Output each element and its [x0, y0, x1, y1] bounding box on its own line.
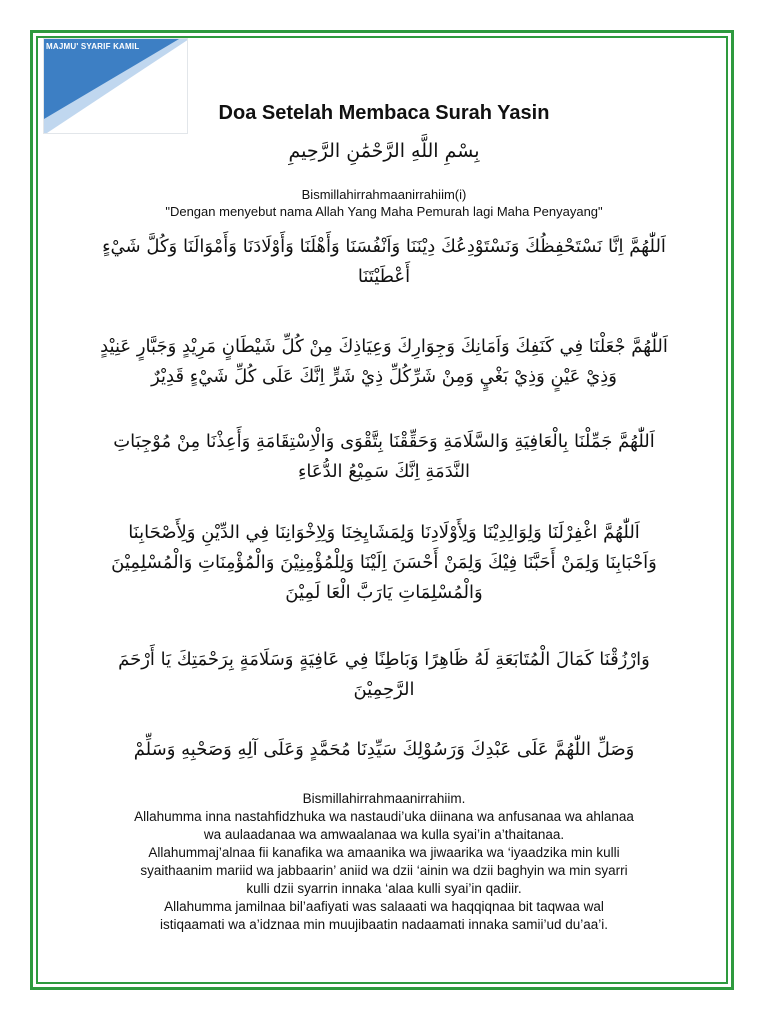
arabic-paragraph-1: اَللّٰهُمَّ اِنَّا نَسْتَحْفِظُكَ وَنَسْتَوْدِعُكَ دِيْنَنَا وَاَنْفُسَنَا وَأَهْلَنَا وَأَوْلَادَنَا وَأَمْوَالَنَا وَكُلَّ شَيْءٍ أَعْطَيْتَنَا: [102, 236, 666, 287]
latin-line: wa aulaadanaa wa amwaalanaa wa kulla syai’in a’thaitanaa.: [203, 827, 565, 842]
latin-line: Bismillahirrahmaanirrahiim.: [302, 791, 466, 806]
basmalah-arabic: بِسْمِ اللَّهِ الرَّحْمَٰنِ الرَّحِيمِ: [288, 140, 480, 162]
arabic-paragraph-3: اَللّٰهُمَّ جَمِّلْنَا بِالْعَافِيَةِ وَالسَّلَامَةِ وَحَقِّقْنَا بِتَّقْوَى وَالْاِسْتِقَامَةِ وَأَعِذْنَا مِنْ مُوْجِبَاتِ النَّدَمَةِ اِنَّكَ سَمِيْعُ الدُّعَاءِ: [113, 431, 655, 482]
basmalah-translation: [0, 186, 768, 220]
latin-line: Allahumma inna nastahfidzhuka wa nastaudi’uka diinana wa anfusanaa wa ahlanaa: [134, 809, 634, 824]
latin-line: Allahumma jamilnaa bil’aafiyati was salaaati wa haqqiqnaa bit taqwaa wal: [164, 899, 604, 914]
arabic-paragraph-4: اَللّٰهُمَّ اغْفِرْلَنَا وَلِوَالِدِيْنَا وَلِأَوْلَادِنَا وَلِمَشَايِخِنَا وَلِاِخْوَانِنَا فِي الدِّيْنِ وَلِأَصْحَابِنَا وَاَحْبَابِنَا وَلِمَنْ أَحَبَّنَا فِيْكَ وَلِمَنْ أَحْسَنَ اِلَيْنَا وَلِلْمُؤْمِنِيْنَ وَالْمُؤْمِنَاتِ وَالْمُسْلِمِيْنَ وَالْمُسْلِمَاتِ يَارَبَّ الْعَا لَمِيْنَ: [111, 522, 657, 603]
latin-line: kulli dzii syarrin innaka ‘alaa kulli syai’in qadiir.: [246, 881, 522, 896]
arabic-paragraph-5: وَارْزُقْنَا كَمَالَ الْمُتَابَعَةِ لَهُ ظَاهِرًا وَبَاطِنًا فِي عَافِيَةٍ وَسَلَامَةٍ بِرَحْمَتِكَ يَا أَرْحَمَ الرَّحِمِيْنَ: [118, 649, 650, 700]
basmalah-meaning: "Dengan menyebut nama Allah Yang Maha Pemurah lagi Maha Penyayang": [165, 204, 603, 219]
latin-line: syaithaanim mariid wa jabbaarin’ aniid wa dzii ‘ainin wa dzii baghyin wa min syarri: [140, 863, 628, 878]
brand-label: MAJMU' SYARIF KAMIL: [46, 42, 140, 51]
latin-line: Allahummaj’alnaa fii kanafika wa amaanika wa jiwaarika wa ‘iyaadzika min kulli: [148, 845, 620, 860]
basmalah-latin: Bismillahirrahmaanirrahiim(i): [301, 187, 467, 202]
page-title: Doa Setelah Membaca Surah Yasin: [218, 102, 550, 124]
latin-line: istiqaamati wa a’idznaa min muujibaatin nadaamati innaka samii’ud du’aa’i.: [160, 917, 608, 932]
arabic-paragraph-2: اَللّٰهُمَّ جْعَلْنَا فِي كَنَفِكَ وَاَمَانِكَ وَجِوَارِكَ وَعِيَاذِكَ مِنْ كُلِّ شَيْطَانٍ مَرِيْدٍ وَجَبَّارٍ عَنِيْدٍ وَذِيْ عَيْنٍ وَذِيْ بَغْيٍ وَمِنْ شَرِّكُلِّ ذِيْ شَرٍّ اِنَّكَ عَلَى كُلِّ شَيْءٍ قَدِيْرٌ: [100, 336, 668, 387]
arabic-paragraph-6: وَصَلِّ اللّٰهُمَّ عَلَى عَبْدِكَ وَرَسُوْلِكَ سَيِّدِنَا مُحَمَّدٍ وَعَلَى آلِهِ وَصَحْبِهِ وَسَلِّمْ: [133, 739, 635, 760]
latin-transliteration: [80, 790, 688, 934]
